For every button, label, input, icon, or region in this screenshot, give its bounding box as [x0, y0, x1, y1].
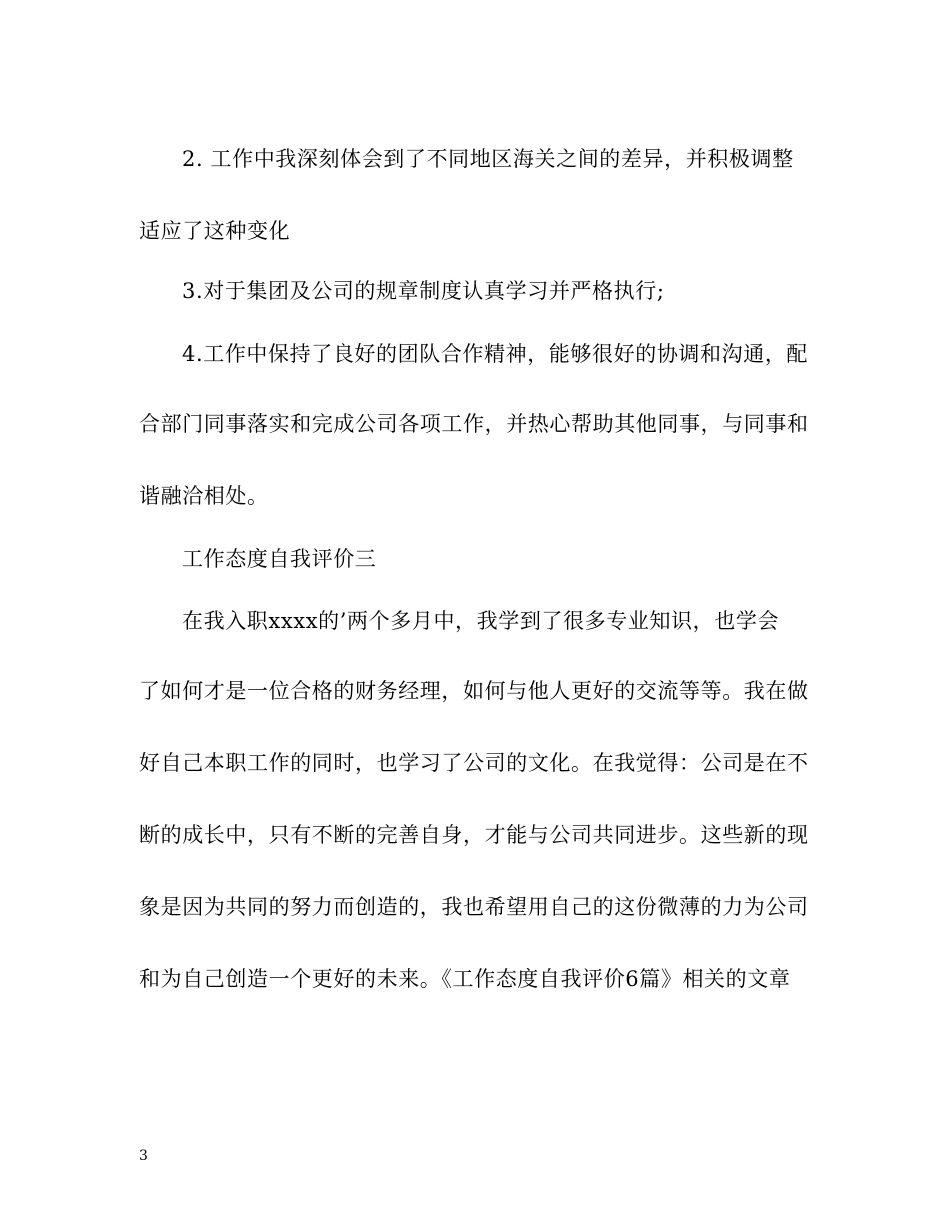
- paragraph-line: 3.对于集团及公司的规章制度认真学习并严格执行;: [182, 279, 665, 303]
- paragraph-line: 断的成长中，只有不断的完善自身，才能与公司共同进步。这些新的现: [139, 823, 809, 847]
- page-number: 3: [139, 1148, 148, 1164]
- paragraph-line: 谐融洽相处。: [139, 484, 269, 508]
- paragraph-line: 4.工作中保持了良好的团队合作精神，能够很好的协调和沟通，配: [182, 342, 809, 366]
- paragraph-line: 合部门同事落实和完成公司各项工作，并热心帮助其他同事，与同事和: [139, 412, 809, 436]
- paragraph-line: 了如何才是一位合格的财务经理，如何与他人更好的交流等等。我在做: [139, 679, 809, 703]
- section-heading: 工作态度自我评价三: [182, 547, 377, 571]
- paragraph-line: 好自己本职工作的同时，也学习了公司的文化。在我觉得：公司是在不: [139, 751, 809, 775]
- paragraph-line: 象是因为共同的努力而创造的，我也希望用自己的这份微薄的力为公司: [139, 895, 809, 919]
- paragraph-line: 在我入职xxxx的’两个多月中，我学到了很多专业知识，也学会: [182, 609, 780, 633]
- paragraph-line: 和为自己创造一个更好的未来。《工作态度自我评价6篇》相关的文章: [139, 967, 791, 991]
- paragraph-line: 适应了这种变化: [139, 219, 291, 243]
- paragraph-line: 2. 工作中我深刻体会到了不同地区海关之间的差异，并积极调整: [182, 147, 794, 171]
